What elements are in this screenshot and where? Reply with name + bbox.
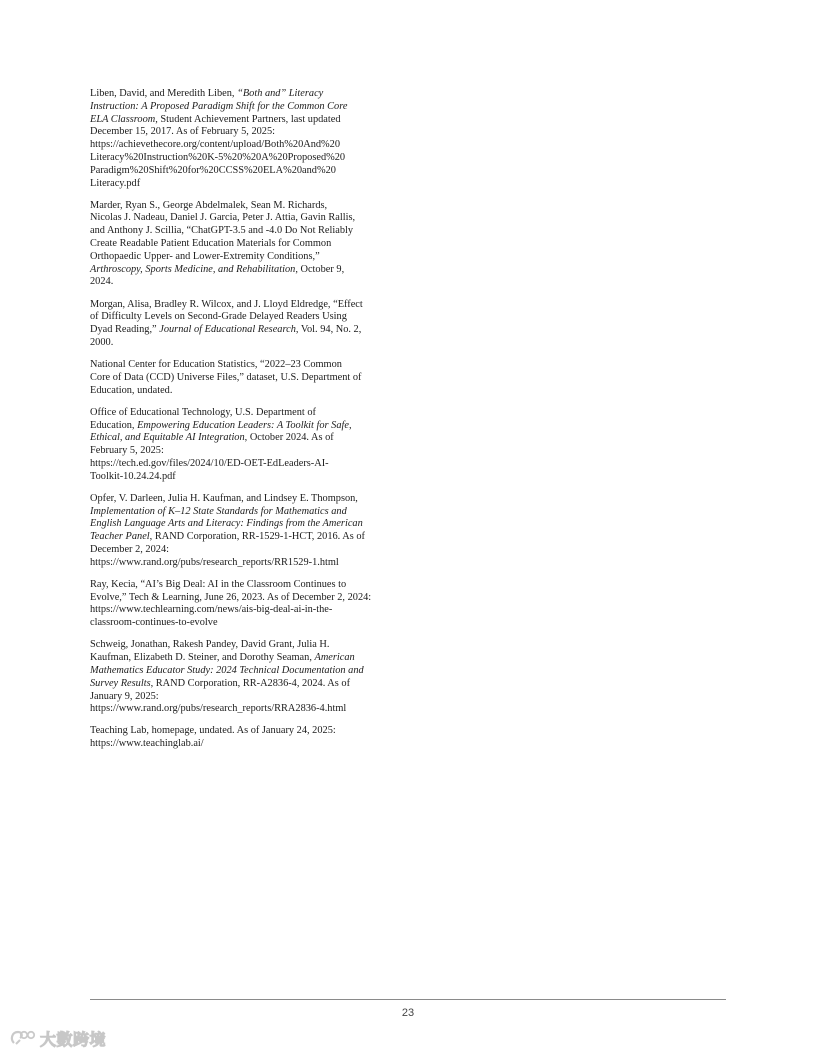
reference-entry — [90, 493, 394, 570]
reference-italic-text: ELA Classroom — [90, 113, 156, 125]
reference-text: https://www.rand.org/pubs/research_reports/RR1529-1.html — [90, 556, 339, 568]
reference-italic-text: Journal of Educational Research — [159, 324, 296, 336]
reference-entry — [90, 200, 394, 290]
reference-entry — [90, 407, 394, 484]
reference-text: 2024. — [90, 276, 114, 288]
reference-text: https://www.techlearning.com/news/ais-big-deal-ai-in-the- — [90, 604, 333, 616]
reference-list — [90, 88, 394, 760]
reference-text: classroom-continues-to-evolve — [90, 617, 218, 629]
reference-line — [90, 617, 394, 630]
reference-text: , October 2024. As of — [244, 432, 334, 444]
reference-line — [90, 299, 394, 312]
reference-text: Education, — [90, 419, 138, 431]
reference-text: https://achievethecore.org/content/upload/Both%20And%20 — [90, 139, 341, 151]
reference-text: and Anthony J. Scillia, “ChatGPT-3.5 and -4.0 Do Not Reliably — [90, 225, 354, 237]
reference-line — [90, 88, 394, 101]
reference-italic-text: Survey Results — [90, 677, 151, 689]
reference-line — [90, 324, 394, 337]
reference-line — [90, 238, 394, 251]
reference-text: Kaufman, Elizabeth D. Steiner, and Dorothy Seaman, — [90, 652, 315, 664]
reference-line — [90, 311, 394, 324]
reference-entry — [90, 88, 394, 190]
reference-line — [90, 579, 394, 592]
reference-line — [90, 518, 394, 531]
reference-text: Office of Educational Technology, U.S. Department of — [90, 406, 317, 418]
reference-italic-text: English Language Arts and Literacy: Findings from the American — [90, 518, 363, 530]
reference-text: Paradigm%20Shift%20for%20CCSS%20ELA%20and%20 — [90, 164, 336, 176]
reference-line — [90, 178, 394, 191]
reference-line — [90, 652, 394, 665]
reference-line — [90, 276, 394, 289]
page-number: 23 — [401, 1007, 415, 1019]
reference-text: Literacy.pdf — [90, 177, 141, 189]
reference-text: Dyad Reading,” — [90, 324, 160, 336]
reference-text: February 5, 2025: — [90, 445, 164, 457]
reference-line — [90, 212, 394, 225]
reference-italic-text: Mathematics Educator Study: 2024 Technical Documentation and — [90, 664, 364, 676]
reference-text: https://tech.ed.gov/files/2024/10/ED-OET-EdLeaders-AI- — [90, 457, 329, 469]
reference-text: Schweig, Jonathan, Rakesh Pandey, David Grant, Julia H. — [90, 639, 330, 651]
reference-text: , RAND Corporation, RR-1529-1-HCT, 2016. As of — [149, 531, 365, 543]
reference-line — [90, 604, 394, 617]
footer-divider — [90, 999, 726, 1000]
reference-text: , RAND Corporation, RR-A2836-4, 2024. As of — [150, 677, 351, 689]
reference-italic-text: Teacher Panel — [90, 531, 150, 543]
reference-line — [90, 445, 394, 458]
reference-line — [90, 126, 394, 139]
reference-entry — [90, 725, 394, 751]
reference-text: December 2, 2024: — [90, 543, 169, 555]
reference-text: , Vol. 94, No. 2, — [295, 324, 362, 336]
reference-text: Morgan, Alisa, Bradley R. Wilcox, and J. Lloyd Eldredge, “Effect — [90, 298, 363, 310]
reference-italic-text: Instruction: A Proposed Paradigm Shift for the Common Core — [90, 100, 348, 112]
reference-text: , Student Achievement Partners, last updated — [155, 113, 341, 125]
reference-text: Teaching Lab, homepage, undated. As of January 24, 2025: — [90, 725, 336, 737]
reference-italic-text: Arthroscopy, Sports Medicine, and Rehabilitation — [90, 263, 296, 275]
reference-line — [90, 200, 394, 213]
reference-entry — [90, 579, 394, 630]
reference-line — [90, 359, 394, 372]
reference-text: National Center for Education Statistics, “2022–23 Common — [90, 359, 342, 371]
reference-text: Liben, David, and Meredith Liben, — [90, 88, 238, 99]
reference-text: Nicolas J. Nadeau, Daniel J. Garcia, Peter J. Attia, Gavin Rallis, — [90, 212, 356, 224]
reference-italic-text: Empowering Education Leaders: A Toolkit for Safe, — [137, 419, 352, 431]
reference-line — [90, 493, 394, 506]
reference-line — [90, 407, 394, 420]
reference-line — [90, 165, 394, 178]
reference-line — [90, 471, 394, 484]
reference-text: Ray, Kecia, “AI’s Big Deal: AI in the Classroom Continues to — [90, 578, 347, 590]
reference-line — [90, 458, 394, 471]
reference-text: Toolkit-10.24.24.pdf — [90, 470, 176, 482]
reference-text: Core of Data (CCD) Universe Files,” dataset, U.S. Department of — [90, 371, 362, 383]
reference-line — [90, 544, 394, 557]
reference-text: December 15, 2017. As of February 5, 2025: — [90, 126, 276, 138]
reference-text: , October 9, — [295, 263, 345, 275]
reference-line — [90, 385, 394, 398]
reference-line — [90, 506, 394, 519]
reference-text: Education, undated. — [90, 384, 173, 396]
reference-entry — [90, 299, 394, 350]
reference-line — [90, 264, 394, 277]
reference-text: Marder, Ryan S., George Abdelmalek, Sean M. Richards, — [90, 199, 328, 211]
reference-text: of Difficulty Levels on Second-Grade Delayed Readers Using — [90, 311, 347, 323]
reference-line — [90, 557, 394, 570]
reference-text: January 9, 2025: — [90, 690, 159, 702]
reference-line — [90, 139, 394, 152]
reference-line — [90, 592, 394, 605]
reference-text: Create Readable Patient Education Materials for Common — [90, 238, 332, 250]
logo-swirl-icon — [8, 1027, 38, 1049]
reference-italic-text: Implementation of K–12 State Standards for Mathematics and — [90, 505, 347, 517]
reference-entry — [90, 639, 394, 716]
reference-line — [90, 665, 394, 678]
reference-line — [90, 251, 394, 264]
reference-text: 2000. — [90, 336, 114, 348]
reference-text: Orthopaedic Upper- and Lower-Extremity Conditions,” — [90, 250, 320, 262]
reference-line — [90, 725, 394, 738]
reference-line — [90, 678, 394, 691]
reference-text: https://www.rand.org/pubs/research_reports/RRA2836-4.html — [90, 703, 347, 715]
reference-italic-text: Ethical, and Equitable AI Integration — [90, 432, 245, 444]
reference-italic-text: “Both and” Literacy — [237, 88, 324, 99]
reference-line — [90, 114, 394, 127]
watermark — [8, 1027, 106, 1049]
reference-line — [90, 639, 394, 652]
reference-line — [90, 531, 394, 544]
reference-line — [90, 101, 394, 114]
reference-text: Literacy%20Instruction%20K-5%20%20A%20Proposed%20 — [90, 151, 346, 163]
reference-line — [90, 703, 394, 716]
watermark-text: 大數跨境 — [40, 1029, 107, 1049]
reference-line — [90, 738, 394, 751]
reference-line — [90, 372, 394, 385]
reference-entry — [90, 359, 394, 397]
reference-line — [90, 337, 394, 350]
reference-italic-text: American — [314, 652, 355, 664]
reference-text: https://www.teachinglab.ai/ — [90, 738, 204, 750]
reference-text: Opfer, V. Darleen, Julia H. Kaufman, and Lindsey E. Thompson, — [90, 492, 358, 504]
reference-line — [90, 691, 394, 704]
reference-line — [90, 225, 394, 238]
reference-line — [90, 152, 394, 165]
reference-line — [90, 420, 394, 433]
reference-line — [90, 432, 394, 445]
reference-text: Evolve,” Tech & Learning, June 26, 2023. As of December 2, 2024: — [90, 591, 372, 603]
